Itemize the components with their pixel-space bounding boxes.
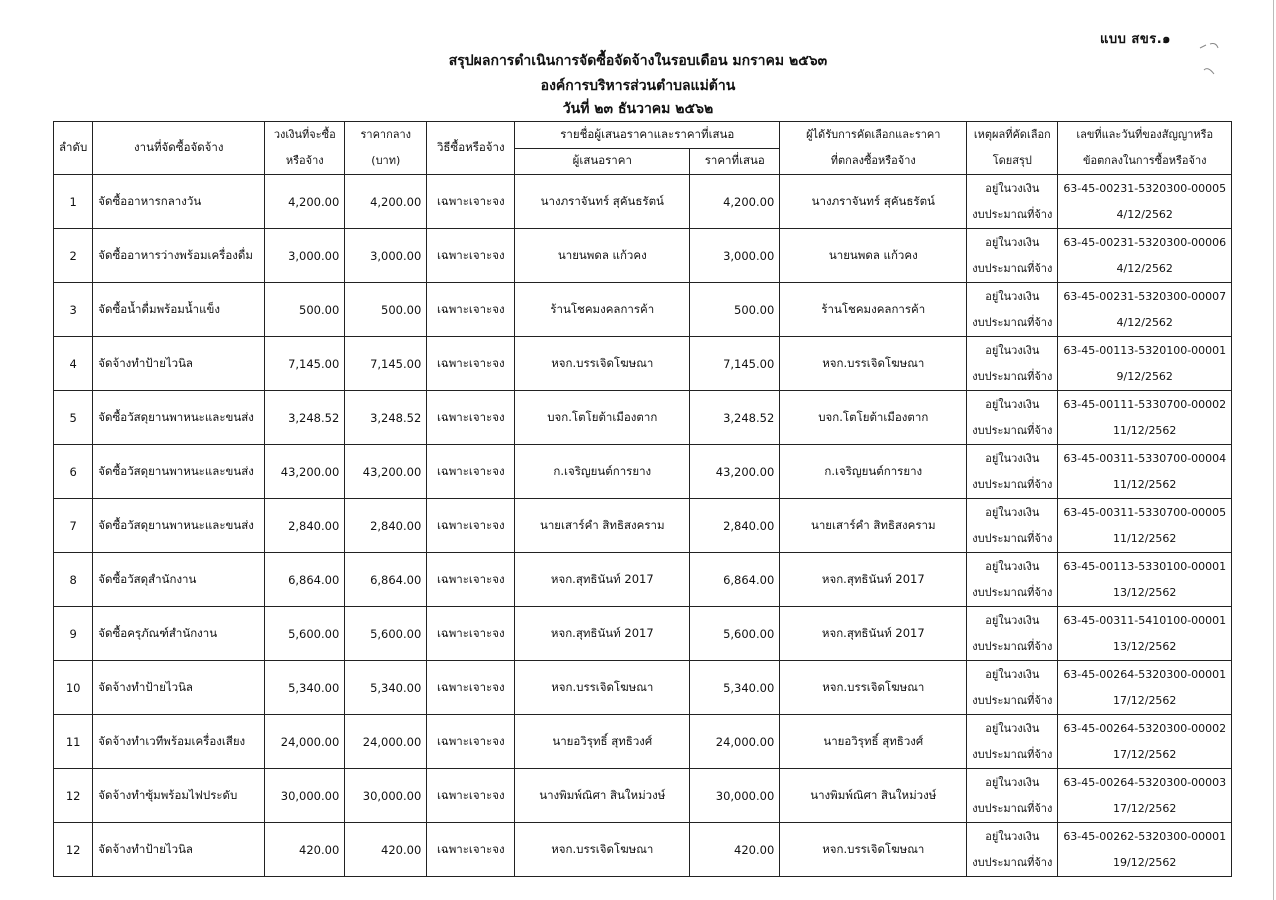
- row-work: จัดซื้อวัสดุสำนักงาน: [93, 553, 265, 607]
- table-row: [54, 553, 1232, 607]
- row-no: 12: [54, 769, 93, 823]
- row-method: เฉพาะเจาะจง: [427, 499, 515, 553]
- row-budget: 2,840.00: [265, 499, 345, 553]
- table-row: [54, 175, 1232, 229]
- col-budget: วงเงินที่จะซื้อ หรือจ้าง: [265, 122, 345, 175]
- row-median-price: 43,200.00: [345, 445, 427, 499]
- col-median-price: ราคากลาง (บาท): [345, 122, 427, 175]
- row-reason: อยู่ในวงเงิน งบประมาณที่จ้าง: [967, 661, 1058, 715]
- row-budget: 6,864.00: [265, 553, 345, 607]
- row-bidder: หจก.สุทธินันท์ 2017: [515, 553, 690, 607]
- table-row: [54, 499, 1232, 553]
- row-work: จัดซื้ออาหารว่างพร้อมเครื่องดื่ม: [93, 229, 265, 283]
- row-median-price: 24,000.00: [345, 715, 427, 769]
- row-bid-price: 24,000.00: [690, 715, 780, 769]
- row-bid-price: 2,840.00: [690, 499, 780, 553]
- row-budget: 4,200.00: [265, 175, 345, 229]
- row-contract: 63-45-00264-5320300-00001 17/12/2562: [1058, 661, 1232, 715]
- col-no: ลำดับ: [54, 122, 93, 175]
- row-no: 6: [54, 445, 93, 499]
- table-row: [54, 823, 1232, 877]
- row-budget: 5,340.00: [265, 661, 345, 715]
- row-budget: 43,200.00: [265, 445, 345, 499]
- row-selected: ร้านโชคมงคลการค้า: [780, 283, 967, 337]
- row-budget: 500.00: [265, 283, 345, 337]
- row-bid-price: 4,200.00: [690, 175, 780, 229]
- row-median-price: 5,340.00: [345, 661, 427, 715]
- row-selected: นายเสาร์คำ สิทธิสงคราม: [780, 499, 967, 553]
- col-selected: ผู้ได้รับการคัดเลือกและราคา ที่ตกลงซื้อหรือจ้าง: [780, 122, 967, 175]
- row-bidder: ก.เจริญยนต์การยาง: [515, 445, 690, 499]
- row-selected: นายอวิรุทธิ์ สุทธิวงศ์: [780, 715, 967, 769]
- row-no: 4: [54, 337, 93, 391]
- row-contract: 63-45-00113-5330100-00001 13/12/2562: [1058, 553, 1232, 607]
- row-selected: ก.เจริญยนต์การยาง: [780, 445, 967, 499]
- row-method: เฉพาะเจาะจง: [427, 769, 515, 823]
- row-bid-price: 6,864.00: [690, 553, 780, 607]
- col-bidders-group: รายชื่อผู้เสนอราคาและราคาที่เสนอ: [515, 122, 780, 149]
- row-contract: 63-45-00311-5330700-00005 11/12/2562: [1058, 499, 1232, 553]
- row-median-price: 4,200.00: [345, 175, 427, 229]
- row-no: 10: [54, 661, 93, 715]
- row-contract: 63-45-00264-5320300-00003 17/12/2562: [1058, 769, 1232, 823]
- row-no: 12: [54, 823, 93, 877]
- row-bid-price: 43,200.00: [690, 445, 780, 499]
- row-bidder: หจก.บรรเจิดโฆษณา: [515, 823, 690, 877]
- report-date: วันที่ ๒๓ ธันวาคม ๒๕๖๒: [562, 101, 714, 117]
- row-selected: หจก.บรรเจิดโฆษณา: [780, 661, 967, 715]
- row-contract: 63-45-00111-5330700-00002 11/12/2562: [1058, 391, 1232, 445]
- row-bid-price: 3,248.52: [690, 391, 780, 445]
- row-contract: 63-45-00311-5330700-00004 11/12/2562: [1058, 445, 1232, 499]
- page-edge-divider: [1273, 0, 1274, 900]
- row-bid-price: 5,600.00: [690, 607, 780, 661]
- row-no: 8: [54, 553, 93, 607]
- row-contract: 63-45-00113-5320100-00001 9/12/2562: [1058, 337, 1232, 391]
- row-bidder: นายอวิรุทธิ์ สุทธิวงศ์: [515, 715, 690, 769]
- row-median-price: 500.00: [345, 283, 427, 337]
- row-contract: 63-45-00264-5320300-00002 17/12/2562: [1058, 715, 1232, 769]
- row-median-price: 30,000.00: [345, 769, 427, 823]
- col-work: งานที่จัดซื้อจัดจ้าง: [93, 122, 265, 175]
- row-method: เฉพาะเจาะจง: [427, 823, 515, 877]
- table-row: [54, 337, 1232, 391]
- row-bidder: ร้านโชคมงคลการค้า: [515, 283, 690, 337]
- col-method: วิธีซื้อหรือจ้าง: [427, 122, 515, 175]
- row-bidder: หจก.บรรเจิดโฆษณา: [515, 661, 690, 715]
- row-no: 2: [54, 229, 93, 283]
- row-median-price: 420.00: [345, 823, 427, 877]
- table-row: [54, 391, 1232, 445]
- row-contract: 63-45-00231-5320300-00005 4/12/2562: [1058, 175, 1232, 229]
- row-work: จัดซื้อครุภัณฑ์สำนักงาน: [93, 607, 265, 661]
- row-median-price: 5,600.00: [345, 607, 427, 661]
- table-row: [54, 769, 1232, 823]
- row-work: จัดซื้อวัสดุยานพาหนะและขนส่ง: [93, 499, 265, 553]
- row-work: จัดซื้อน้ำดื่มพร้อมน้ำแข็ง: [93, 283, 265, 337]
- row-bid-price: 5,340.00: [690, 661, 780, 715]
- row-selected: หจก.สุทธินันท์ 2017: [780, 607, 967, 661]
- row-bidder: นายเสาร์คำ สิทธิสงคราม: [515, 499, 690, 553]
- col-reason: เหตุผลที่คัดเลือก โดยสรุป: [967, 122, 1058, 175]
- row-no: 1: [54, 175, 93, 229]
- row-method: เฉพาะเจาะจง: [427, 661, 515, 715]
- row-method: เฉพาะเจาะจง: [427, 337, 515, 391]
- row-work: จัดจ้างทำซุ้มพร้อมไฟประดับ: [93, 769, 265, 823]
- row-method: เฉพาะเจาะจง: [427, 607, 515, 661]
- row-bidder: หจก.สุทธินันท์ 2017: [515, 607, 690, 661]
- row-budget: 5,600.00: [265, 607, 345, 661]
- row-median-price: 3,248.52: [345, 391, 427, 445]
- row-reason: อยู่ในวงเงิน งบประมาณที่จ้าง: [967, 283, 1058, 337]
- row-bidder: หจก.บรรเจิดโฆษณา: [515, 337, 690, 391]
- row-reason: อยู่ในวงเงิน งบประมาณที่จ้าง: [967, 337, 1058, 391]
- row-no: 5: [54, 391, 93, 445]
- row-no: 11: [54, 715, 93, 769]
- row-no: 3: [54, 283, 93, 337]
- row-reason: อยู่ในวงเงิน งบประมาณที่จ้าง: [967, 607, 1058, 661]
- row-contract: 63-45-00231-5320300-00006 4/12/2562: [1058, 229, 1232, 283]
- row-selected: นายนพดล แก้วคง: [780, 229, 967, 283]
- row-median-price: 3,000.00: [345, 229, 427, 283]
- row-no: 7: [54, 499, 93, 553]
- row-budget: 420.00: [265, 823, 345, 877]
- table-row: [54, 715, 1232, 769]
- row-contract: 63-45-00311-5410100-00001 13/12/2562: [1058, 607, 1232, 661]
- row-selected: หจก.บรรเจิดโฆษณา: [780, 823, 967, 877]
- row-bidder: นางพิมพ์ณิศา สินใหม่วงษ์: [515, 769, 690, 823]
- table-row: [54, 445, 1232, 499]
- row-reason: อยู่ในวงเงิน งบประมาณที่จ้าง: [967, 715, 1058, 769]
- row-method: เฉพาะเจาะจง: [427, 553, 515, 607]
- row-bid-price: 7,145.00: [690, 337, 780, 391]
- row-reason: อยู่ในวงเงิน งบประมาณที่จ้าง: [967, 445, 1058, 499]
- row-reason: อยู่ในวงเงิน งบประมาณที่จ้าง: [967, 229, 1058, 283]
- row-bidder: บจก.โตโยต้าเมืองตาก: [515, 391, 690, 445]
- row-budget: 3,000.00: [265, 229, 345, 283]
- row-work: จัดซื้อวัสดุยานพาหนะและขนส่ง: [93, 445, 265, 499]
- row-budget: 7,145.00: [265, 337, 345, 391]
- row-median-price: 2,840.00: [345, 499, 427, 553]
- row-method: เฉพาะเจาะจง: [427, 391, 515, 445]
- row-method: เฉพาะเจาะจง: [427, 283, 515, 337]
- row-reason: อยู่ในวงเงิน งบประมาณที่จ้าง: [967, 391, 1058, 445]
- row-work: จัดจ้างทำป้ายไวนิล: [93, 661, 265, 715]
- table-row: [54, 607, 1232, 661]
- row-selected: บจก.โตโยต้าเมืองตาก: [780, 391, 967, 445]
- row-no: 9: [54, 607, 93, 661]
- row-median-price: 7,145.00: [345, 337, 427, 391]
- row-reason: อยู่ในวงเงิน งบประมาณที่จ้าง: [967, 553, 1058, 607]
- row-budget: 30,000.00: [265, 769, 345, 823]
- table-row: [54, 229, 1232, 283]
- row-selected: นางภราจันทร์ สุคันธรัตน์: [780, 175, 967, 229]
- row-budget: 24,000.00: [265, 715, 345, 769]
- row-selected: หจก.สุทธินันท์ 2017: [780, 553, 967, 607]
- row-work: จัดจ้างทำป้ายไวนิล: [93, 337, 265, 391]
- row-bidder: นางภราจันทร์ สุคันธรัตน์: [515, 175, 690, 229]
- row-method: เฉพาะเจาะจง: [427, 175, 515, 229]
- col-bidder: ผู้เสนอราคา: [515, 148, 690, 175]
- report-title: สรุปผลการดำเนินการจัดซื้อจัดจ้างในรอบเดือน มกราคม ๒๕๖๓: [448, 53, 828, 69]
- row-bidder: นายนพดล แก้วคง: [515, 229, 690, 283]
- procurement-table: [53, 121, 1232, 877]
- table-row: [54, 661, 1232, 715]
- row-contract: 63-45-00231-5320300-00007 4/12/2562: [1058, 283, 1232, 337]
- table-body: [54, 175, 1232, 877]
- row-bid-price: 500.00: [690, 283, 780, 337]
- table-row: [54, 283, 1232, 337]
- row-method: เฉพาะเจาะจง: [427, 229, 515, 283]
- row-reason: อยู่ในวงเงิน งบประมาณที่จ้าง: [967, 823, 1058, 877]
- table-header: [54, 122, 1232, 175]
- row-reason: อยู่ในวงเงิน งบประมาณที่จ้าง: [967, 175, 1058, 229]
- row-budget: 3,248.52: [265, 391, 345, 445]
- row-reason: อยู่ในวงเงิน งบประมาณที่จ้าง: [967, 769, 1058, 823]
- row-method: เฉพาะเจาะจง: [427, 715, 515, 769]
- row-bid-price: 30,000.00: [690, 769, 780, 823]
- row-method: เฉพาะเจาะจง: [427, 445, 515, 499]
- row-median-price: 6,864.00: [345, 553, 427, 607]
- row-contract: 63-45-00262-5320300-00001 19/12/2562: [1058, 823, 1232, 877]
- row-bid-price: 3,000.00: [690, 229, 780, 283]
- col-bid-price: ราคาที่เสนอ: [690, 148, 780, 175]
- row-bid-price: 420.00: [690, 823, 780, 877]
- row-work: จัดจ้างทำป้ายไวนิล: [93, 823, 265, 877]
- row-work: จัดจ้างทำเวทีพร้อมเครื่องเสียง: [93, 715, 265, 769]
- col-contract: เลขที่และวันที่ของสัญญาหรือ ข้อตกลงในการซื้อหรือจ้าง: [1058, 122, 1232, 175]
- row-selected: หจก.บรรเจิดโฆษณา: [780, 337, 967, 391]
- row-work: จัดซื้อวัสดุยานพาหนะและขนส่ง: [93, 391, 265, 445]
- form-code: แบบ สขร.๑: [1100, 32, 1171, 47]
- row-selected: นางพิมพ์ณิศา สินใหม่วงษ์: [780, 769, 967, 823]
- row-work: จัดซื้ออาหารกลางวัน: [93, 175, 265, 229]
- row-reason: อยู่ในวงเงิน งบประมาณที่จ้าง: [967, 499, 1058, 553]
- organization-name: องค์การบริหารส่วนตำบลแม่ต้าน: [540, 78, 736, 94]
